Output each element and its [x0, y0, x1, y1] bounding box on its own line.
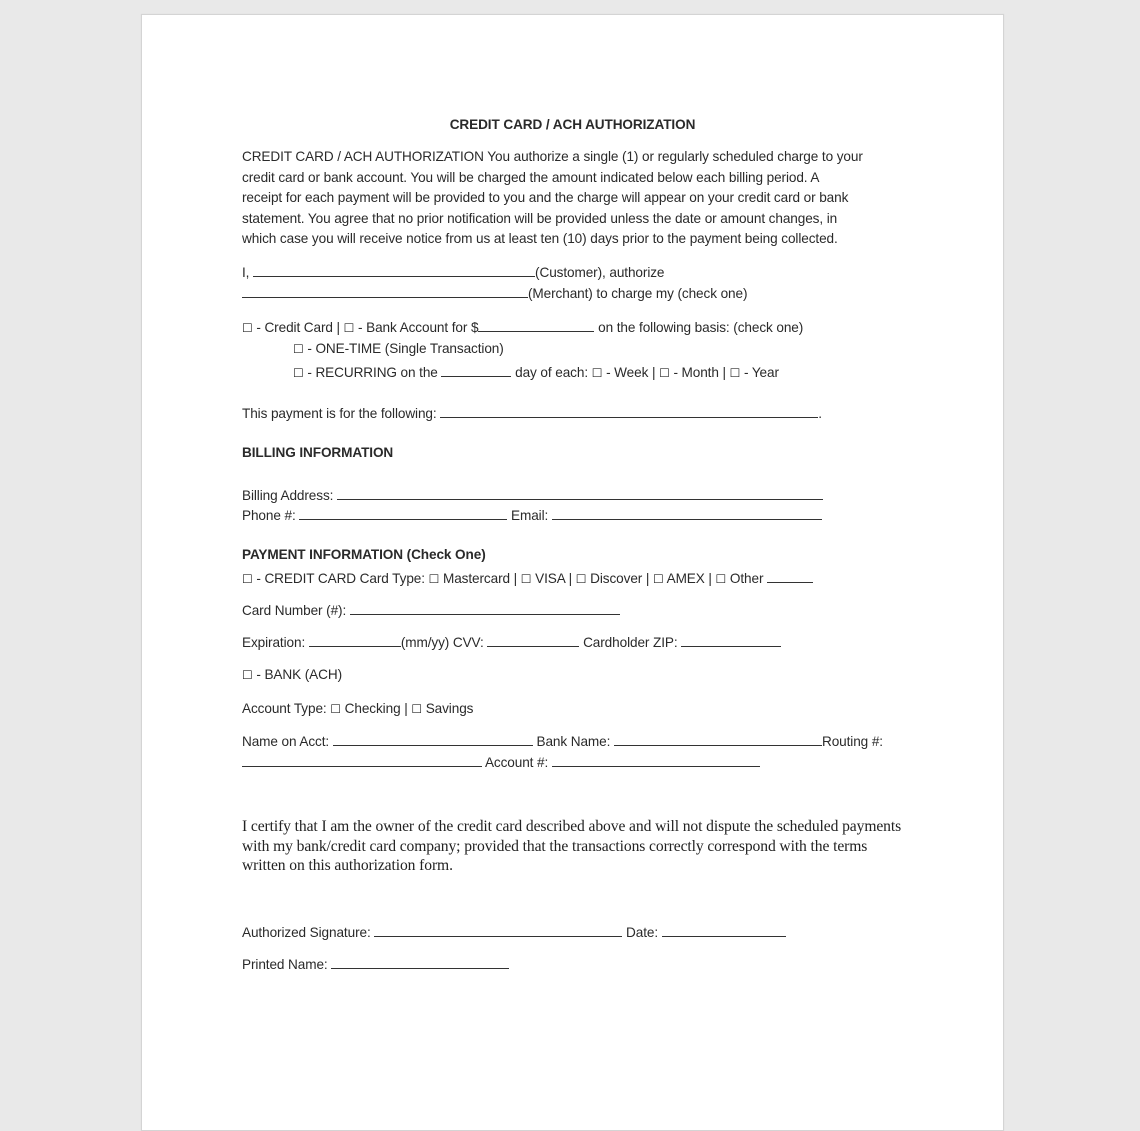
i-prefix: I, — [242, 265, 250, 280]
discover-label: Discover | — [590, 571, 650, 586]
amex-checkbox[interactable]: ☐ — [653, 572, 664, 586]
billing-address-label: Billing Address: — [242, 488, 334, 503]
savings-label: Savings — [425, 701, 474, 716]
date-field[interactable] — [662, 923, 786, 937]
routing-field[interactable] — [242, 753, 482, 767]
checking-checkbox[interactable]: ☐ — [330, 702, 341, 716]
recurring-day-field[interactable] — [441, 363, 511, 377]
name-on-acct-label: Name on Acct: — [242, 734, 330, 749]
billing-address-line — [242, 486, 823, 504]
customer-field[interactable] — [253, 263, 535, 277]
year-label: - Year — [743, 365, 779, 380]
month-checkbox[interactable]: ☐ — [659, 366, 670, 380]
billing-address-field[interactable] — [337, 486, 823, 500]
method-line — [242, 318, 803, 336]
name-on-acct-field[interactable] — [333, 732, 533, 746]
expiration-format-label: (mm/yy) CVV: — [400, 635, 484, 650]
savings-checkbox[interactable]: ☐ — [411, 702, 422, 716]
week-label: - Week | — [606, 365, 656, 380]
year-checkbox[interactable]: ☐ — [729, 366, 741, 380]
recurring-line — [293, 363, 779, 381]
visa-label: VISA | — [535, 571, 573, 586]
month-label: - Month | — [673, 365, 726, 380]
recurring-day-label: day of each: — [515, 365, 589, 380]
one-time-checkbox[interactable]: ☐ — [293, 342, 304, 356]
credit-card-type-label: - CREDIT CARD Card Type: — [256, 571, 425, 586]
bank-name-label: Bank Name: — [536, 734, 611, 749]
payment-for-suffix: . — [818, 406, 822, 421]
zip-field[interactable] — [681, 633, 781, 647]
merchant-line — [242, 284, 747, 302]
payment-for-label: This payment is for the following: — [242, 406, 437, 421]
intro-line-3: receipt for each payment will be provided to you and the charge will appear on your credit card or bank — [242, 190, 849, 205]
expiration-line — [242, 633, 781, 651]
account-number-label: Account #: — [484, 755, 549, 770]
billing-heading: BILLING INFORMATION — [242, 445, 394, 460]
document-page — [141, 14, 1004, 1131]
credit-card-label: - Credit Card | — [256, 320, 340, 335]
expiration-field[interactable] — [309, 633, 401, 647]
card-number-line — [242, 601, 620, 619]
customer-suffix: (Customer), authorize — [535, 265, 665, 280]
date-label: Date: — [626, 925, 659, 940]
payment-for-line — [242, 404, 822, 422]
printed-name-line — [242, 955, 509, 973]
amount-field[interactable] — [478, 318, 594, 332]
customer-line — [242, 263, 664, 281]
other-label: Other — [729, 571, 764, 586]
other-checkbox[interactable]: ☐ — [715, 572, 727, 586]
signature-field[interactable] — [374, 923, 622, 937]
mastercard-label: Mastercard | — [442, 571, 518, 586]
bank-ach-label: - BANK (ACH) — [256, 667, 343, 682]
expiration-label: Expiration: — [242, 635, 306, 650]
email-field[interactable] — [552, 506, 822, 520]
intro-line-5: which case you will receive notice from us at least ten (10) days prior to the payment being collected. — [242, 231, 838, 246]
payment-heading: PAYMENT INFORMATION (Check One) — [242, 547, 486, 562]
mastercard-checkbox[interactable]: ☐ — [428, 572, 440, 586]
printed-name-field[interactable] — [331, 955, 509, 969]
payment-for-field[interactable] — [440, 404, 818, 418]
printed-name-label: Printed Name: — [242, 957, 328, 972]
week-checkbox[interactable]: ☐ — [591, 366, 603, 380]
account-number-field[interactable] — [552, 753, 760, 767]
amex-label: AMEX | — [666, 571, 712, 586]
bank-name-field[interactable] — [614, 732, 822, 746]
bank-ach-line — [242, 667, 342, 683]
phone-field[interactable] — [299, 506, 507, 520]
merchant-field[interactable] — [242, 284, 528, 298]
basis-label: on the following basis: (check one) — [598, 320, 804, 335]
intro-line-4: statement. You agree that no prior notification will be provided unless the date or amount changes, in — [242, 211, 838, 226]
cvv-field[interactable] — [487, 633, 579, 647]
discover-checkbox[interactable]: ☐ — [575, 572, 587, 586]
credit-card-type-checkbox[interactable]: ☐ — [242, 572, 253, 586]
merchant-suffix: (Merchant) to charge my (check one) — [528, 286, 748, 301]
routing-label: Routing #: — [821, 734, 883, 749]
signature-label: Authorized Signature: — [242, 925, 371, 940]
account-number-line — [242, 753, 760, 771]
card-number-field[interactable] — [350, 601, 620, 615]
visa-checkbox[interactable]: ☐ — [520, 572, 532, 586]
checking-label: Checking | — [344, 701, 408, 716]
one-time-label: - ONE-TIME (Single Transaction) — [307, 341, 504, 356]
zip-label: Cardholder ZIP: — [583, 635, 678, 650]
signature-line — [242, 923, 786, 941]
email-label: Email: — [511, 508, 549, 523]
bank-ach-checkbox[interactable]: ☐ — [242, 668, 253, 682]
phone-label: Phone #: — [242, 508, 296, 523]
one-time-line — [293, 341, 504, 357]
bank-account-label: - Bank Account for $ — [358, 320, 479, 335]
account-type-label: Account Type: — [242, 701, 327, 716]
phone-email-line — [242, 506, 822, 524]
credit-card-checkbox[interactable]: ☐ — [242, 321, 253, 335]
card-number-label: Card Number (#): — [242, 603, 347, 618]
intro-line-1: CREDIT CARD / ACH AUTHORIZATION You authorize a single (1) or regularly scheduled charge to your — [242, 149, 863, 164]
document-title: CREDIT CARD / ACH AUTHORIZATION — [449, 117, 696, 132]
account-type-line — [242, 701, 473, 717]
intro-line-2: credit card or bank account. You will be charged the amount indicated below each billing period. A — [242, 170, 820, 185]
recurring-label: - RECURRING on the — [307, 365, 438, 380]
bank-account-checkbox[interactable]: ☐ — [343, 321, 355, 335]
certification-text: I certify that I am the owner of the credit card described above and will not dispute the scheduled payments with my bank/credit card company; provided that the transactions correctly correspond with the terms written on this authorization form. — [242, 818, 902, 875]
other-card-field[interactable] — [767, 569, 813, 583]
bank-details-line — [242, 732, 883, 750]
recurring-checkbox[interactable]: ☐ — [293, 366, 304, 380]
card-type-line — [242, 569, 813, 587]
